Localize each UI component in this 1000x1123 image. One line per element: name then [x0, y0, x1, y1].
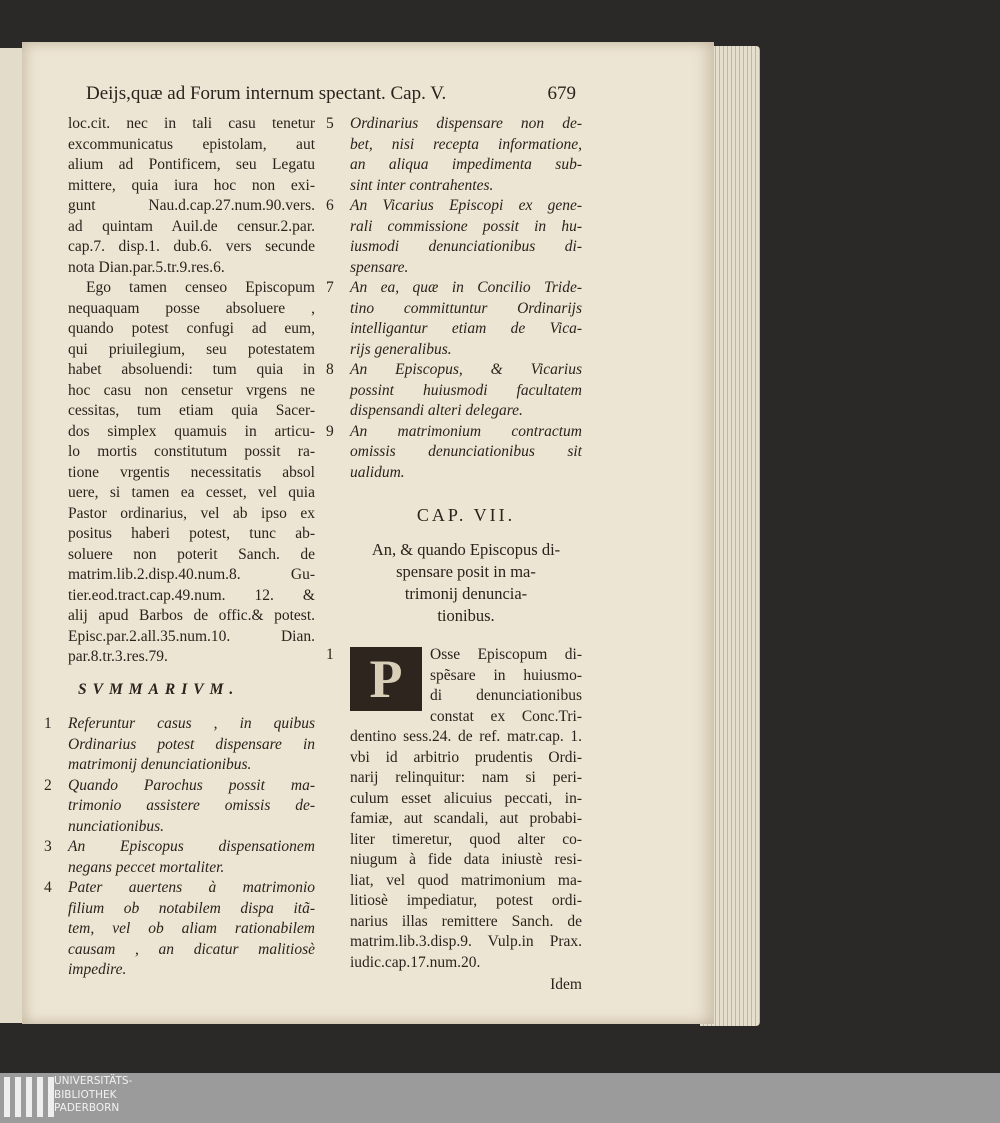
text-line: spẽsare in huiusmo- — [430, 666, 582, 684]
item-number: 8 — [326, 361, 334, 378]
title-line: spensare posit in ma- — [396, 562, 536, 581]
text-line: lo mortis constitutum possit ra- — [68, 443, 315, 460]
text-line: vbi id arbitrio prudentis Ordi- — [350, 748, 582, 766]
summary-item — [44, 776, 315, 838]
text-line: Quando Parochus possit ma- — [68, 776, 315, 794]
library-footer — [0, 1073, 1000, 1123]
text-line: causam , an dicatur malitiosè — [68, 940, 315, 958]
text-line: Osse Episcopum di- — [430, 646, 582, 663]
text-line: liat, vel quod matrimonium ma- — [350, 871, 582, 889]
running-header — [86, 82, 576, 106]
text-line: nequaquam posse absoluere , — [68, 299, 315, 317]
summary-item — [326, 114, 582, 196]
text-line: An Episcopus dispensationem — [68, 838, 315, 855]
text-line: qui priuilegium, seu potestatem — [68, 340, 315, 358]
summary-item — [44, 878, 315, 981]
text-line: par.8.tr.3.res.79. — [68, 648, 168, 665]
text-line: omissis denunciationibus sit — [350, 443, 582, 460]
running-title: Deijs,quæ ad Forum internum spectant. Cap. V. — [86, 83, 447, 104]
text-line: soluere non poterit Sanch. de — [68, 545, 315, 563]
title-line: trimonij denuncia- — [404, 584, 528, 603]
text-line: An matrimonium contractum — [350, 422, 582, 440]
text-line: Referuntur casus , in quibus — [68, 715, 315, 732]
item-number: 5 — [326, 115, 334, 132]
paragraph — [68, 114, 315, 278]
logo-line: BIBLIOTHEK — [54, 1088, 117, 1101]
body-text — [350, 727, 582, 973]
text-line: tino committuntur Ordinarijs — [350, 299, 582, 317]
text-line: cessitas, tum etiam quia Sacer- — [68, 402, 315, 419]
text-line: constat ex Conc.Tri- — [430, 707, 582, 725]
left-column — [44, 114, 315, 981]
text-line: impedire. — [68, 961, 127, 978]
right-column — [326, 114, 582, 996]
text-line: An Episcopus, & Vicarius — [350, 361, 582, 378]
library-logo-icon — [4, 1077, 54, 1117]
text-line: tem, vel ob aliam rationabilem — [68, 920, 315, 937]
text-line: spensare. — [350, 258, 409, 276]
text-line: an aliqua impedimenta sub- — [350, 156, 582, 173]
paragraph — [68, 278, 315, 668]
text-line: excommunicatus epistolam, aut — [68, 135, 315, 153]
text-line: hoc casu non censetur vrgens ne — [68, 381, 315, 399]
text-line: bet, nisi recepta informatione, — [350, 135, 582, 153]
text-line: alij apud Barbos de offic.& potest. — [68, 607, 315, 624]
library-name — [54, 1075, 132, 1116]
item-number: 6 — [326, 197, 334, 214]
text-line: Ego tamen censeo Episcopum — [86, 279, 315, 296]
text-line: dos simplex quamuis in articu- — [68, 422, 315, 440]
summary-item — [326, 360, 582, 422]
section-number: 1 — [326, 646, 334, 663]
text-line: rijs generalibus. — [350, 340, 452, 358]
text-line: alium ad Pontificem, seu Legatu — [68, 156, 315, 173]
text-line: negans peccet mortaliter. — [68, 858, 225, 876]
text-line: mittere, quia iura hoc non exi- — [68, 176, 315, 194]
item-number: 9 — [326, 422, 334, 440]
item-number: 3 — [44, 838, 52, 855]
summarium-heading: SVMMARIVM. — [78, 680, 240, 698]
text-line: di denunciationibus — [430, 687, 582, 704]
text-line: litiosè impediatur, potest ordi- — [350, 892, 582, 909]
text-line: positus haberi potest, tunc ab- — [68, 525, 315, 542]
text-line: intelligantur etiam de Vica- — [350, 320, 582, 337]
text-line: loc.cit. nec in tali casu tenetur — [68, 115, 315, 132]
text-line: trimonio assistere omissis de- — [68, 797, 315, 814]
text-line: An Vicarius Episcopi ex gene- — [350, 197, 582, 214]
text-line: ad quintam Auil.de censur.2.par. — [68, 217, 315, 235]
page-number: 679 — [547, 83, 576, 104]
text-line: liter timeretur, quod alter co- — [350, 830, 582, 848]
text-line: sint inter contrahentes. — [350, 176, 494, 194]
text-line: Ordinarius potest dispensare in — [68, 735, 315, 753]
text-line: matrim.lib.3.disp.9. Vulp.in Prax. — [350, 933, 582, 950]
logo-line: UNIVERSITÄTS- — [54, 1075, 133, 1087]
text-line: uere, si tamen ea cesset, vel quia — [68, 484, 315, 501]
text-line: famiæ, aut scandali, aut probabi- — [350, 810, 582, 827]
text-line: dentino sess.24. de ref. matr.cap. 1. — [350, 728, 582, 745]
text-line: nunciationibus. — [68, 817, 165, 835]
summary-item — [326, 278, 582, 360]
drop-cap-initial: P — [350, 647, 422, 711]
text-line: Pastor ordinarius, vel ab ipso ex — [68, 504, 315, 522]
text-line: cap.7. disp.1. dub.6. vers secunde — [68, 238, 315, 255]
text-line: possint huiusmodi facultatem — [350, 381, 582, 399]
text-line: iudic.cap.17.num.20. — [350, 953, 481, 971]
text-line: ualidum. — [350, 463, 405, 481]
text-line: Episc.par.2.all.35.num.10. Dian. — [68, 627, 315, 645]
text-line: dispensandi alteri delegare. — [350, 402, 523, 419]
title-line: tionibus. — [437, 606, 495, 625]
text-line: nota Dian.par.5.tr.9.res.6. — [68, 258, 225, 276]
item-number: 7 — [326, 279, 334, 296]
chapter-body — [326, 645, 582, 973]
summary-item — [326, 196, 582, 278]
text-line: gunt Nau.d.cap.27.num.90.vers. — [68, 197, 315, 214]
text-line: Pater auertens à matrimonio — [68, 879, 315, 896]
text-line: quando potest confugi ad eum, — [68, 320, 315, 337]
text-line: tier.eod.tract.cap.49.num. 12. & — [68, 586, 315, 604]
text-line: Ordinarius dispensare non de- — [350, 115, 582, 132]
text-line: habet absoluendi: tum quia in — [68, 361, 315, 378]
title-line: An, & quando Episcopus di- — [371, 540, 561, 559]
text-line: An ea, quæ in Concilio Tride- — [350, 279, 582, 296]
text-line: tione vrgentis necessitatis absol — [68, 463, 315, 481]
chapter-heading: CAP. VII. — [416, 505, 516, 525]
text-line: matrim.lib.2.disp.40.num.8. Gu- — [68, 566, 315, 583]
text-line: narij relinquitur: nam si peri- — [350, 769, 582, 786]
text-line: culum esset alicuius peccati, in- — [350, 789, 582, 807]
summary-item — [326, 422, 582, 484]
item-number: 1 — [44, 715, 52, 732]
text-line: rali commissione possit in hu- — [350, 217, 582, 235]
chapter-title — [350, 539, 582, 627]
item-number: 4 — [44, 879, 52, 896]
item-number: 2 — [44, 776, 52, 794]
catchword: Idem — [550, 976, 582, 993]
summary-item — [44, 837, 315, 878]
text-line: matrimonij denunciationibus. — [68, 756, 252, 773]
summary-item — [44, 714, 315, 776]
text-line: filium ob notabilem dispa itã- — [68, 899, 315, 917]
text-line: iusmodi denunciationibus di- — [350, 238, 582, 255]
logo-line: PADERBORN — [54, 1102, 120, 1114]
text-line: niugum à fide data iniustè resi- — [350, 851, 582, 868]
text-line: narius illas remittere Sanch. de — [350, 912, 582, 930]
